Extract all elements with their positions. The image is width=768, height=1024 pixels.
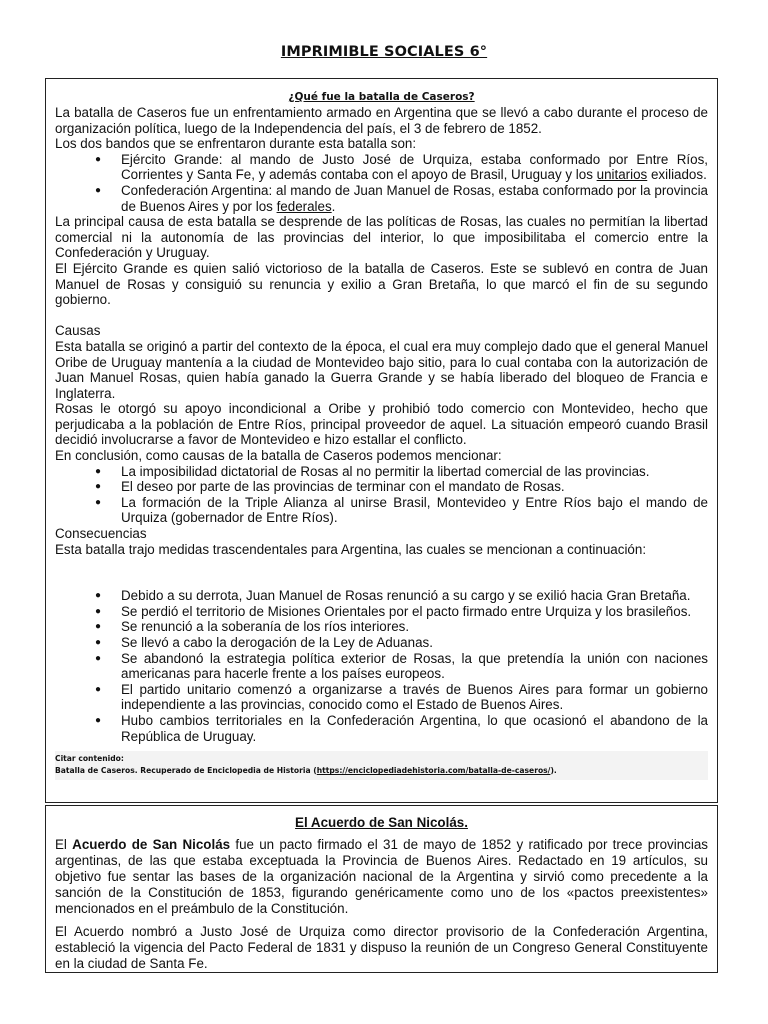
consequence-item-text: Se llevó a cabo la derogación de la Ley de Aduanas. (121, 635, 433, 650)
bullet-icon: ● (95, 652, 102, 664)
causes-paragraph-1: Esta batalla se originó a partir del contexto de la época, el cual era muy complejo dado que el general Manuel Oribe de Uruguay mantenía a la ciudad de Montevideo bajo sitio, para lo cual contaba con la autorización de Juan Manuel Rosas, quien había ganado la Guerra Grande y se había liberado del bloqueo de Francia e Inglaterra. (55, 338, 708, 401)
citation-source (55, 765, 706, 777)
citation-link[interactable]: https://enciclopediadehistoria.com/batalla-de-caseros/ (316, 766, 551, 776)
caseros-section (45, 78, 718, 803)
p1-text: fue un pacto firmado el 31 de mayo de 1852 y ratificado por trece provincias argentinas, de las que estaba exceptuada la Provincia de Buenos Aires. Redactado en 19 artículos, su objetivo fue sentar las bases de la organización nacional de la Argentina y sirvió como precedente a la sanción de la Constitución de 1853, figurando genéricamente como uno de los «pactos preexistentes» mencionados en el preámbulo de la Constitución. (55, 837, 708, 916)
list-item (55, 588, 708, 604)
bullet-icon: ● (95, 496, 102, 508)
unitarios-link[interactable]: unitarios (596, 167, 648, 183)
san-nicolas-paragraph-2: El Acuerdo nombró a Justo José de Urquiza como director provisorio de la Confederación Argentina, estableció la vigencia del Pacto Federal de 1831 y dispuso la reunión de un Congreso General Constituyente en la ciudad de Santa Fe. (55, 924, 708, 971)
causes-conclusion: En conclusión, como causas de la batalla de Caseros podemos mencionar: (55, 448, 502, 464)
consequences-title: Consecuencias (55, 526, 147, 542)
list-item (55, 479, 708, 495)
list-item (55, 152, 708, 183)
federales-link[interactable]: federales (276, 198, 332, 214)
side2-text-end: . (331, 198, 336, 214)
bullet-icon: ● (95, 465, 102, 477)
consequence-item-text: Se abandonó la estrategia política exterior de Rosas, la que pretendía la unión con naciones americanas para hacerle frente a los países europeos. (121, 650, 708, 682)
list-item (55, 682, 708, 713)
list-item (55, 619, 708, 635)
list-item (55, 183, 708, 214)
causes-title: Causas (55, 323, 101, 339)
san-nicolas-section (45, 805, 718, 973)
citation-label: Citar contenido: (55, 754, 124, 764)
bullet-icon: ● (95, 184, 102, 196)
consequence-item-text: Se perdió el territorio de Misiones Orientales por el pacto firmado entre Urquiza y los brasileños. (121, 603, 692, 619)
victory-paragraph: El Ejército Grande es quien salió victorioso de la batalla de Caseros. Este se sublevó en contra de Juan Manuel de Rosas y consiguió su renuncia y exilio a Gran Bretaña, lo que marcó el fin de su segundo gobierno. (55, 260, 708, 308)
bullet-icon: ● (95, 153, 102, 165)
consequence-item-text: Debido a su derrota, Juan Manuel de Rosas renunció a su cargo y se exilió hacia Gran Bretaña. (121, 588, 691, 604)
citation-text-end: ). (550, 766, 557, 776)
caseros-heading: ¿Qué fue la batalla de Caseros? (288, 91, 475, 103)
side1-text: Ejército Grande: al mando de Justo José de Urquiza, estaba conformado por Entre Ríos, Corrientes y Santa Fe, y además contaba con el apoyo de Brasil, Uruguay y los (121, 151, 708, 183)
consequences-list (55, 588, 708, 744)
causes-list (55, 464, 708, 526)
san-nicolas-paragraph-1 (55, 837, 708, 917)
bullet-icon: ● (95, 621, 102, 633)
citation-text: Batalla de Caseros. Recuperado de Enciclopedia de Historia ( (55, 766, 317, 776)
consequences-intro: Esta batalla trajo medidas trascendentales para Argentina, las cuales se mencionan a continuación: (55, 541, 647, 557)
cause-item-text: La imposibilidad dictatorial de Rosas al no permitir la libertad comercial de las provincias. (121, 463, 650, 479)
list-item (55, 464, 708, 480)
side1-text-end: exiliados. (647, 167, 707, 183)
list-item (55, 713, 708, 744)
bullet-icon: ● (95, 605, 102, 617)
intro-paragraph: La batalla de Caseros fue un enfrentamiento armado en Argentina que se llevó a cabo durante el proceso de organización política, luego de la Independencia del país, el 3 de febrero de 1852. (55, 105, 708, 136)
consequence-item-text: Hubo cambios territoriales en la Confederación Argentina, lo que ocasionó el abandono de la República de Uruguay. (121, 712, 708, 744)
bullet-icon: ● (95, 481, 102, 493)
list-item (55, 604, 708, 620)
list-item (55, 635, 708, 651)
cause-item-text: El deseo por parte de las provincias de terminar con el mandato de Rosas. (121, 479, 565, 495)
bullet-icon: ● (95, 637, 102, 648)
consequence-item-text: El partido unitario comenzó a organizarse a través de Buenos Aires para formar un gobierno independiente a las provincias, conocido como el Estado de Buenos Aires. (121, 681, 708, 713)
citation-block (55, 751, 708, 780)
bullet-icon: ● (95, 714, 102, 726)
sides-list (55, 152, 708, 214)
consequence-item-text: Se renunció a la soberanía de los ríos interiores. (121, 619, 410, 635)
list-item (55, 651, 708, 682)
cause-item-text: La formación de la Triple Alianza al unirse Brasil, Montevideo y Entre Ríos bajo el mando de Urquiza (gobernador de Entre Ríos). (121, 494, 708, 526)
page-title: IMPRIMIBLE SOCIALES 6° (280, 44, 488, 60)
p1-text-start: El (55, 837, 73, 852)
cause-paragraph: La principal causa de esta batalla se desprende de las políticas de Rosas, las cuales no permitían la libertad comercial ni la autonomía de las provincias del interior, lo que imposibilitaba el comercio entre la Confederación y Uruguay. (55, 214, 708, 261)
bullet-icon: ● (95, 683, 102, 695)
sides-intro: Los dos bandos que se enfrentaron durante esta batalla son: (55, 136, 417, 152)
causes-paragraph-2: Rosas le otorgó su apoyo incondicional a Oribe y prohibió todo comercio con Montevideo, hecho que perjudicaba a la población de Entre Ríos, principal proveedor de aquel. La situación empeoró cuando Brasil decidió involucrarse a favor de Montevideo e hizo estallar el conflicto. (55, 401, 708, 448)
san-nicolas-heading: El Acuerdo de San Nicolás. (295, 815, 468, 830)
side2-text: Confederación Argentina: al mando de Juan Manuel de Rosas, estaba conformado por la provincia de Buenos Aires y por los (121, 182, 708, 214)
list-item (55, 495, 708, 526)
p1-bold-term: Acuerdo de San Nicolás (72, 837, 231, 852)
bullet-icon: ● (95, 590, 102, 602)
